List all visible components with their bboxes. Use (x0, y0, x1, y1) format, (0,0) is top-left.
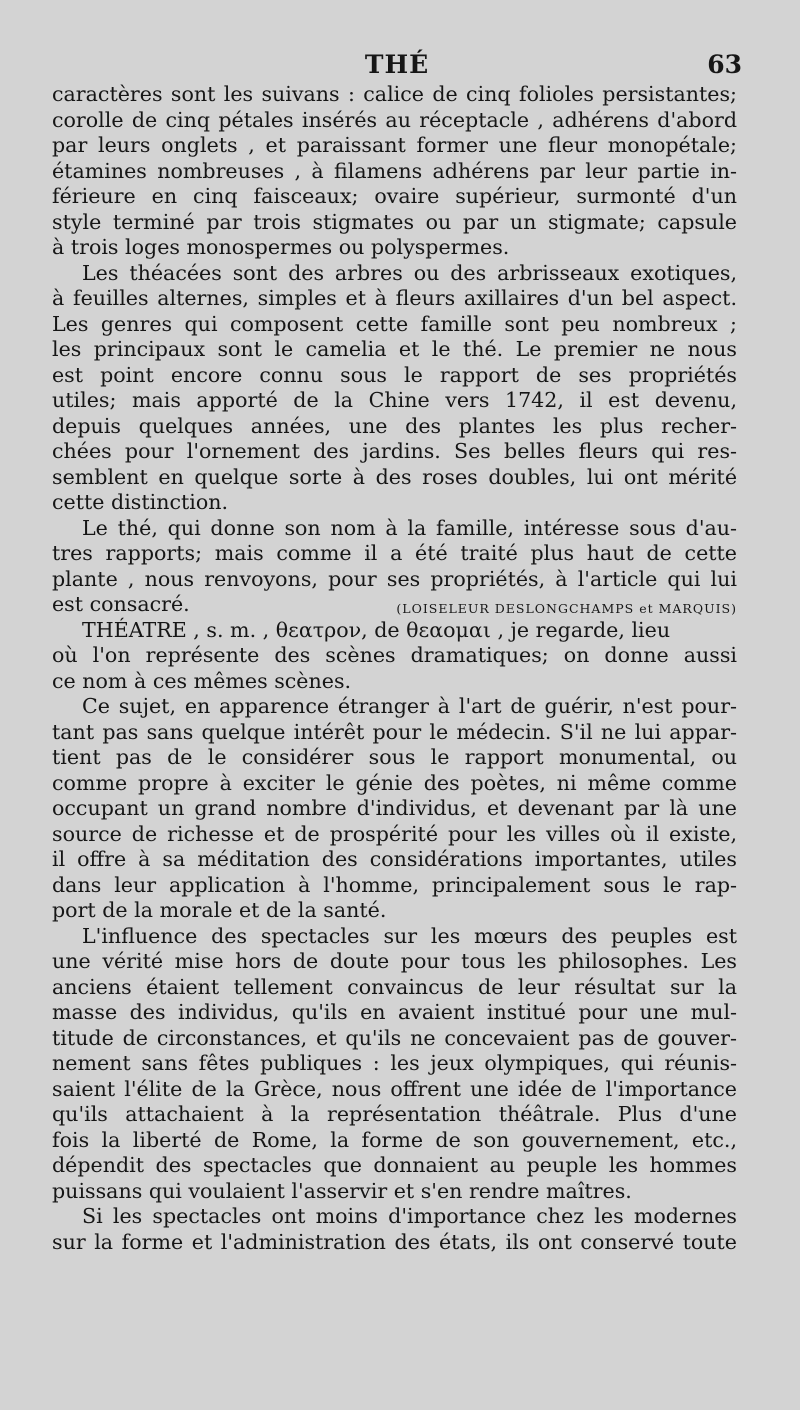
text-line: plante , nous renvoyons, pour ses propriétés, à l'article qui lui (52, 566, 737, 591)
text-line: L'influence des spectacles sur les mœurs des peuples est (82, 923, 737, 948)
text-line: Les genres qui composent cette famille sont peu nombreux ; (52, 311, 737, 336)
text-line: corolle de cinq pétales insérés au réceptacle , adhérens d'abord (52, 107, 737, 132)
text-line: ce nom à ces mêmes scènes. (52, 668, 352, 693)
page-header (52, 50, 742, 80)
text-line: il offre à sa méditation des considérations importantes, utiles (52, 847, 737, 871)
text-line: est point encore connu sous le rapport de ses propriétés (52, 362, 737, 387)
text-line: tient pas de le considérer sous le rapport monumental, ou (52, 745, 737, 769)
text-line: anciens étaient tellement convaincus de leur résultat sur la (52, 974, 737, 999)
text-line: à feuilles alternes, simples et à fleurs axillaires d'un bel aspect. (52, 286, 737, 310)
text-line: nement sans fêtes publiques : les jeux olympiques, qui réunis- (52, 1051, 737, 1075)
text-line: source de richesse et de prospérité pour les villes où il existe, (52, 821, 737, 846)
text-line: Si les spectacles ont moins d'importance chez les modernes (82, 1204, 737, 1228)
text-line: puissans qui voulaient l'asservir et s'en rendre maîtres. (52, 1178, 632, 1203)
text-line: utiles; mais apporté de la Chine vers 1742, il est devenu, (52, 388, 737, 412)
signature-line (52, 592, 737, 618)
text-line: dans leur application à l'homme, principalement sous le rap- (52, 872, 737, 897)
paragraph-4 (52, 618, 737, 695)
text-line: titude de circonstances, et qu'ils ne concevaient pas de gouver- (52, 1025, 737, 1050)
page-number: 63 (707, 50, 742, 79)
paragraph-1 (52, 82, 737, 261)
body-text (52, 82, 737, 1255)
text-line: style terminé par trois stigmates ou par un stigmate; capsule (52, 209, 737, 234)
text-line: comme propre à exciter le génie des poètes, ni même comme (52, 770, 737, 795)
text-line: cette distinction. (52, 490, 229, 514)
paragraph-7 (52, 1204, 737, 1255)
text-line: caractères sont les suivans : calice de cinq folioles persistantes; (52, 82, 737, 106)
author-signature: (LOISELEUR DESLONGCHAMPS et MARQUIS) (396, 601, 737, 616)
text-line: à trois loges monospermes ou polyspermes. (52, 235, 510, 259)
paragraph-5 (52, 694, 737, 924)
text-line: masse des individus, qu'ils en avaient institué pour une mul- (52, 1000, 737, 1024)
running-head: THÉ (364, 50, 430, 79)
text-line: tant pas sans quelque intérêt pour le médecin. S'il ne lui appar- (52, 719, 737, 744)
text-line: Ce sujet, en apparence étranger à l'art de guérir, n'est pour- (82, 694, 737, 718)
entry-head-line: THÉATRE , s. m. , θεατρον, de θεαομαι , je regarde, lieu (82, 617, 671, 642)
text-line: dépendit des spectacles que donnaient au peuple les hommes (52, 1153, 737, 1177)
text-line: chées pour l'ornement des jardins. Ses belles fleurs qui res- (52, 439, 737, 463)
paragraph-3 (52, 516, 737, 618)
paragraph-6 (52, 924, 737, 1205)
text-line: port de la morale et de la santé. (52, 898, 387, 922)
text-line: où l'on représente des scènes dramatiques; on donne aussi (52, 643, 737, 667)
text-line: étamines nombreuses , à filamens adhérens par leur partie in- (52, 158, 737, 183)
text-line: Le thé, qui donne son nom à la famille, intéresse sous d'au- (82, 515, 737, 540)
text-line: tres rapports; mais comme il a été traité plus haut de cette (52, 541, 737, 565)
text-line: les principaux sont le camelia et le thé. Le premier ne nous (52, 337, 737, 361)
text-line: qu'ils attachaient à la représentation théâtrale. Plus d'une (52, 1102, 737, 1126)
text-line: férieure en cinq faisceaux; ovaire supérieur, surmonté d'un (52, 184, 737, 208)
text-line: sur la forme et l'administration des états, ils ont conservé toute (52, 1229, 737, 1254)
text-line: saient l'élite de la Grèce, nous offrent une idée de l'importance (52, 1076, 737, 1101)
text-line: depuis quelques années, une des plantes les plus recher- (52, 413, 737, 438)
text-line: fois la liberté de Rome, la forme de son gouvernement, etc., (52, 1127, 737, 1152)
paragraph-2 (52, 261, 737, 516)
text-line: est consacré. (52, 592, 190, 616)
text-line: par leurs onglets , et paraissant former une fleur monopétale; (52, 133, 737, 157)
text-line: semblent en quelque sorte à des roses doubles, lui ont mérité (52, 464, 737, 489)
text-line: Les théacées sont des arbres ou des arbrisseaux exotiques, (82, 260, 737, 285)
text-line: occupant un grand nombre d'individus, et devenant par là une (52, 796, 737, 820)
text-line: une vérité mise hors de doute pour tous les philosophes. Les (52, 949, 737, 973)
